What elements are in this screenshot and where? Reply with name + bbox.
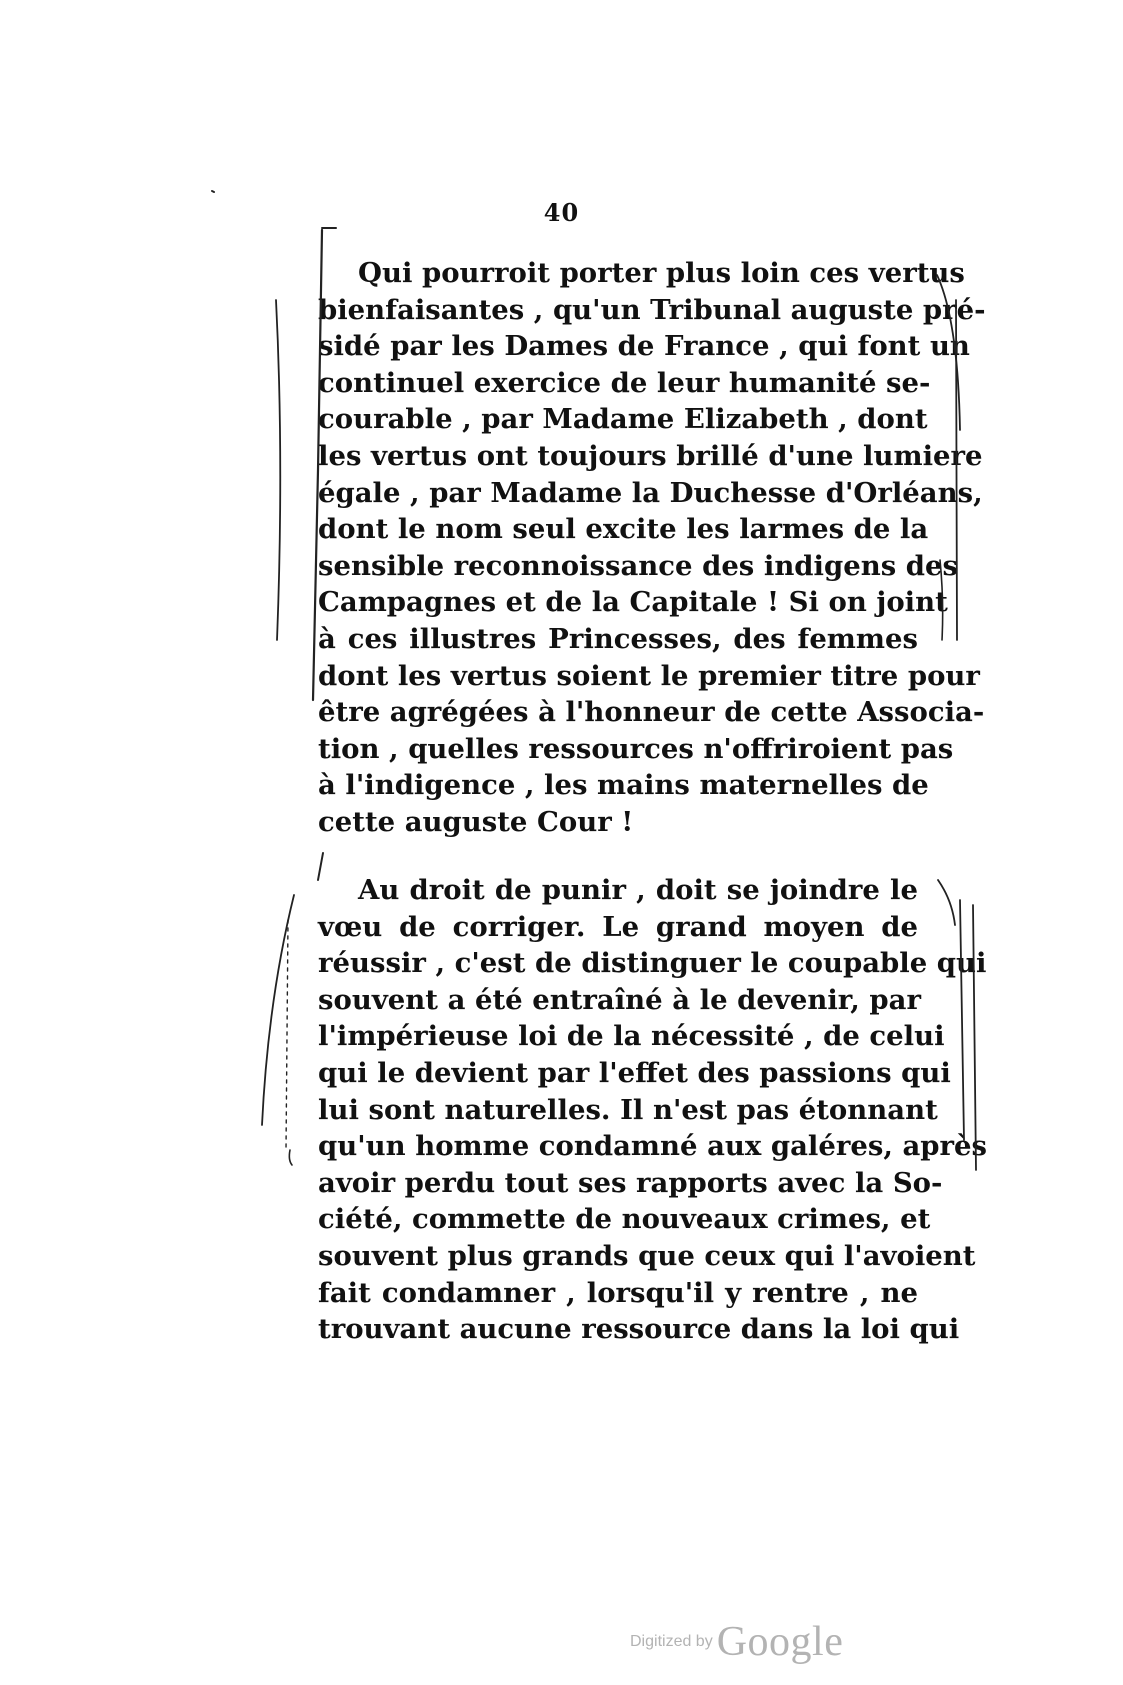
paragraph-1 bbox=[318, 255, 986, 841]
text-line: qui le devient par l'effet des passions qui bbox=[318, 1056, 951, 1089]
text-line: tion , quelles ressources n'offriroient pas bbox=[318, 732, 954, 765]
text-line: Au droit de punir , doit se joindre le bbox=[358, 874, 918, 906]
text-line: lui sont naturelles. Il n'est pas étonnant bbox=[318, 1093, 938, 1126]
text-line: à l'indigence , les mains maternelles de bbox=[318, 769, 929, 802]
paragraph-2 bbox=[318, 872, 987, 1348]
text-line: souvent plus grands que ceux qui l'avoient bbox=[318, 1239, 976, 1272]
text-line: dont les vertus soient le premier titre pour bbox=[318, 659, 980, 692]
text-line: sensible reconnoissance des indigens des bbox=[318, 549, 958, 582]
text-line: bienfaisantes , qu'un Tribunal auguste pré- bbox=[318, 293, 986, 326]
text-line: fait condamner , lorsqu'il y rentre , ne bbox=[318, 1276, 918, 1309]
google-logo: Google bbox=[716, 1619, 844, 1665]
text-line: continuel exercice de leur humanité se- bbox=[318, 366, 931, 399]
text-line: l'impérieuse loi de la nécessité , de celui bbox=[318, 1020, 945, 1053]
text-line: réussir , c'est de distinguer le coupable qui bbox=[318, 947, 987, 980]
text-line: avoir perdu tout ses rapports avec la So- bbox=[318, 1166, 943, 1199]
google-watermark bbox=[630, 1618, 870, 1668]
text-line: Qui pourroit porter plus loin ces vertus bbox=[358, 257, 965, 289]
text-line: qu'un homme condamné aux galéres, après bbox=[318, 1130, 987, 1163]
left-bracket-mark bbox=[286, 920, 288, 1150]
text-line: souvent a été entraîné à le devenir, par bbox=[318, 983, 921, 1016]
text-line: ciété, commette de nouveaux crimes, et bbox=[318, 1203, 931, 1236]
text-line: sidé par les Dames de France , qui font un bbox=[318, 330, 970, 363]
text-line: Campagnes et de la Capitale ! Si on joint bbox=[318, 586, 948, 619]
left-bracket-mark bbox=[262, 895, 294, 1125]
page-number: 40 bbox=[543, 198, 580, 227]
text-line: être agrégées à l'honneur de cette Associa- bbox=[318, 696, 985, 729]
right-bracket-mark bbox=[960, 900, 964, 1140]
left-bracket-mark bbox=[289, 1150, 292, 1165]
text-line: à ces illustres Princesses, des femmes bbox=[318, 622, 918, 655]
text-line: trouvant aucune ressource dans la loi qui bbox=[318, 1313, 960, 1346]
text-line: égale , par Madame la Duchesse d'Orléans, bbox=[318, 476, 983, 509]
right-bracket-mark bbox=[938, 880, 955, 925]
watermark-prefix: Digitized by bbox=[630, 1633, 713, 1650]
stray-mark bbox=[212, 191, 214, 192]
left-bracket-mark bbox=[276, 300, 280, 640]
text-line: cette auguste Cour ! bbox=[318, 805, 634, 838]
text-line: courable , par Madame Elizabeth , dont bbox=[318, 403, 928, 436]
text-line: vœu de corriger. Le grand moyen de bbox=[318, 910, 918, 943]
text-line: les vertus ont toujours brillé d'une lumiere bbox=[318, 439, 983, 472]
text-line: dont le nom seul excite les larmes de la bbox=[318, 513, 929, 546]
